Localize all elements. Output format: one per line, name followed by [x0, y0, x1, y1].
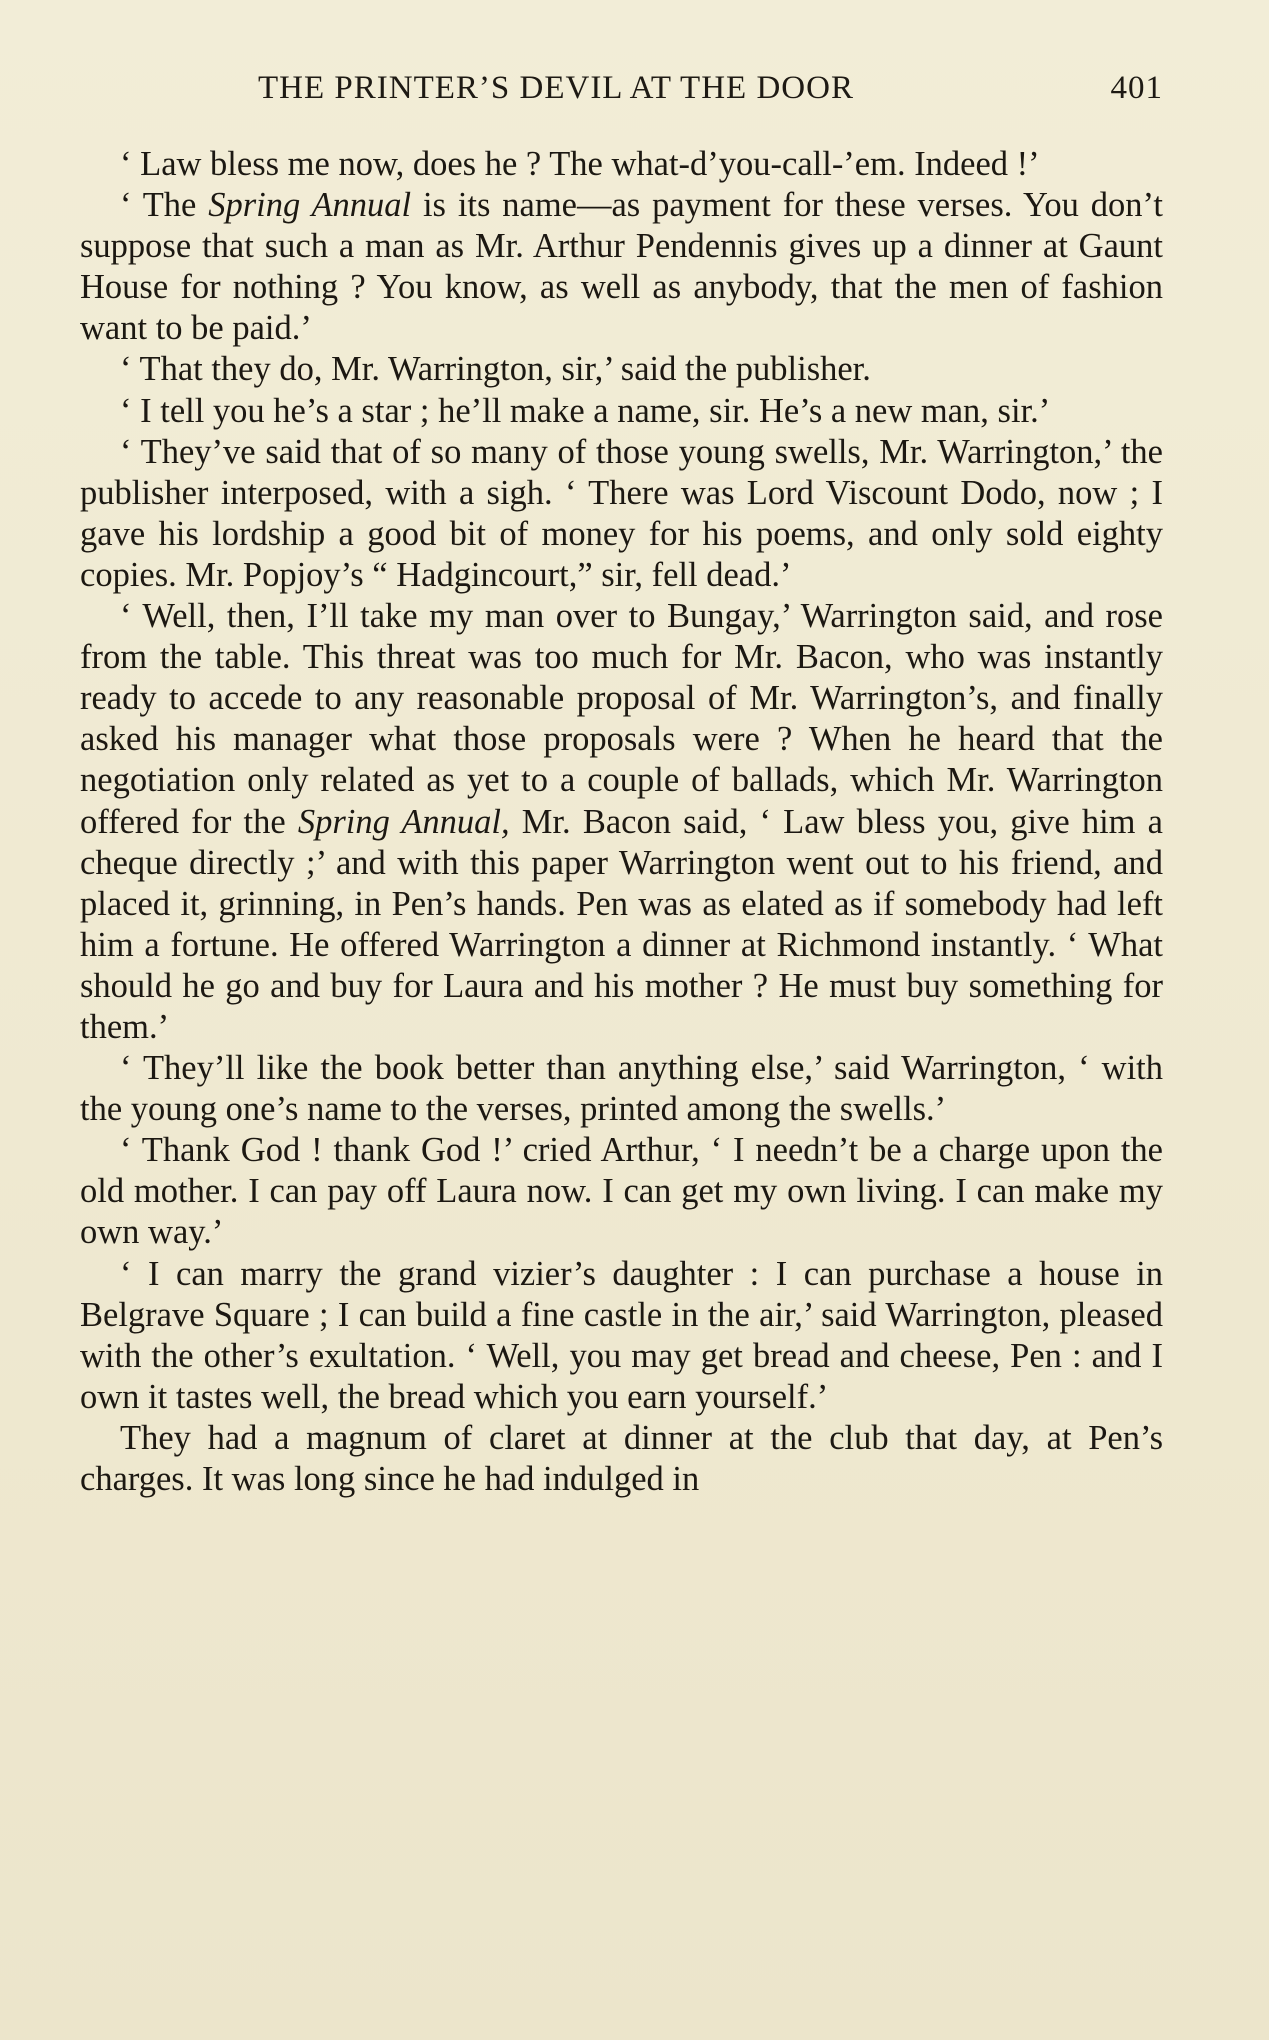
- italic-title: Spring Annual,: [297, 802, 510, 841]
- paragraph: ‘ Law bless me now, does he ? The what-d’you-call-’em. Indeed !’: [120, 145, 1040, 183]
- paragraph: ‘ That they do, Mr. Warrington, sir,’ said the publisher.: [120, 350, 871, 389]
- italic-title: Spring Annual: [208, 186, 412, 225]
- paragraph: ‘ I tell you he’s a star ; he’ll make a name, sir. He’s a new man, sir.’: [120, 391, 1051, 430]
- paragraph: ‘ They’ll like the book better than anything else,’ said Warrington, ‘ with the young one’s name to the verses, printed among the swells.’: [80, 1049, 1163, 1129]
- paragraph: ‘ They’ve said that of so many of those young swells, Mr. Warrington,’ the publisher interposed, with a sigh. ‘ There was Lord Viscount Dodo, now ; I gave his lordship a good bit of money for his poems, and only sold eighty copies. Mr. Popjoy’s “ Hadgincourt,” sir, fell dead.’: [80, 432, 1163, 594]
- paragraph: They had a magnum of claret at dinner at the club that day, at Pen’s charges. It was long since he had indulged in: [80, 1418, 1163, 1498]
- paragraph: ‘ I can marry the grand vizier’s daughter : I can purchase a house in Belgrave Square ; I can build a fine castle in the air,’ said Warrington, pleased with the other’s exultation. ‘ Well, you may get bread and cheese, Pen : and I own it tastes well, the bread which you earn yourself.’: [80, 1254, 1163, 1416]
- paragraph: ‘ The Spring Annual is its name—as payment for these verses. You don’t suppose that such a man as Mr. Arthur Pendennis gives up a dinner at Gaunt House for nothing ? You know, as well as anybody, that the men of fashion want to be paid.’: [80, 186, 1163, 348]
- paragraph: ‘ Thank God ! thank God !’ cried Arthur, ‘ I needn’t be a charge upon the old mother. I can pay off Laura now. I can get my own living. I can make my own way.’: [80, 1131, 1163, 1252]
- running-header: [258, 70, 1163, 118]
- running-title: THE PRINTER’S DEVIL AT THE DOOR: [258, 70, 854, 106]
- body-text: [80, 144, 1163, 1500]
- paragraph: ‘ Well, then, I’ll take my man over to Bungay,’ Warrington said, and rose from the table. This threat was too much for Mr. Bacon, who was instantly ready to accede to any reasonable proposal of Mr. Warrington’s, and finally asked his manager what those proposals were ? When he heard that the negotiation only related as yet to a couple of ballads, which Mr. Warrington offered for the Spring Annual, Mr. Bacon said, ‘ Law bless you, give him a cheque directly ;’ and with this paper Warrington went out to his friend, and placed it, grinning, in Pen’s hands. Pen was as elated as if somebody had left him a fortune. He offered Warrington a dinner at Richmond instantly. ‘ What should he go and buy for Laura and his mother ? He must buy something for them.’: [80, 597, 1163, 1046]
- page-number: 401: [1110, 70, 1163, 106]
